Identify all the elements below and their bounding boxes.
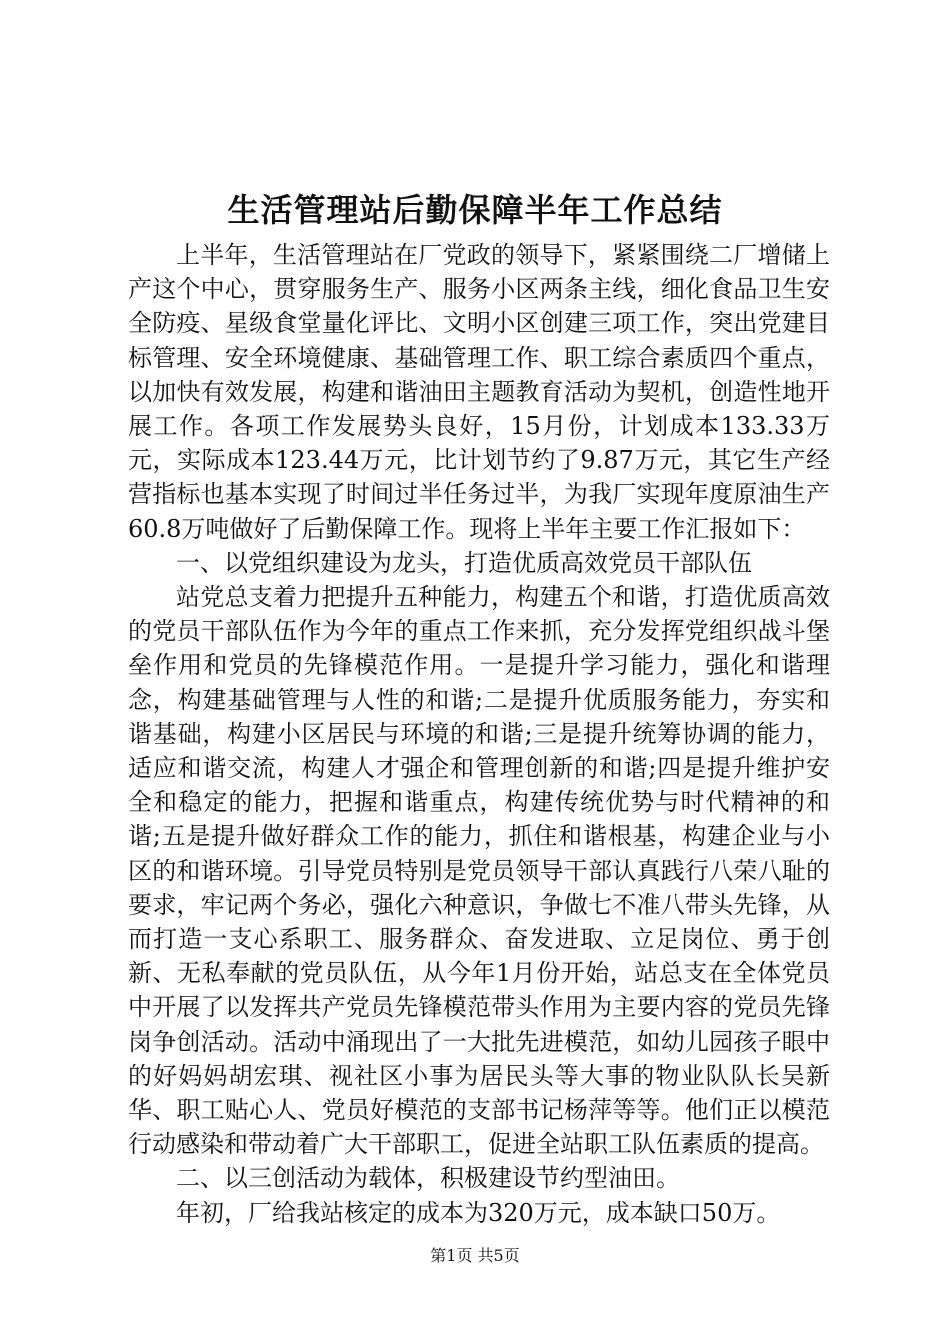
section-heading-1: 一、以党组织建设为龙头，打造优质高效党员干部队伍 bbox=[176, 548, 752, 577]
page-number-footer: 第1页 共5页 bbox=[430, 1246, 520, 1265]
paragraph-section-2: 年初，厂给我站核定的成本为320万元，成本缺口50万。 bbox=[176, 1198, 781, 1227]
document-title: 生活管理站后勤保障半年工作总结 bbox=[227, 191, 723, 229]
paragraph-intro: 上半年，生活管理站在厂党政的领导下，紧紧围绕二厂增储上产这个中心，贯穿服务生产、服务小区两条主线，细化食品卫生安全防疫、星级食堂量化评比、文明小区创建三项工作，突出党建目标管理、安全环境健康、基础管理工作、职工综合素质四个重点，以加快有效发展，构建和谐油田主题教育活动为契机，创造性地开展工作。各项工作发展势头良好，15月份，计划成本133.33万元，实际成本123.44万元，比计划节约了9.87万元，其它生产经营指标也基本实现了时间过半任务过半，为我厂实现年度原油生产60.8万吨做好了后勤保障工作。现将上半年主要工作汇报如下： bbox=[128, 241, 830, 543]
paragraph-section-1: 站党总支着力把提升五种能力，构建五个和谐，打造优质高效的党员干部队伍作为今年的重点工作来抓，充分发挥党组织战斗堡垒作用和党员的先锋模范作用。一是提升学习能力，强化和谐理念，构建基础管理与人性的和谐;二是提升优质服务能力，夯实和谐基础，构建小区居民与环境的和谐;三是提升统筹协调的能力，适应和谐交流，构建人才强企和管理创新的和谐;四是提升维护安全和稳定的能力，把握和谐重点，构建传统优势与时代精神的和谐;五是提升做好群众工作的能力，抓住和谐根基，构建企业与小区的和谐环境。引导党员特别是党员领导干部认真践行八荣八耻的要求，牢记两个务必，强化六种意识，争做七不准八带头先锋，从而打造一支心系职工、服务群众、奋发进取、立足岗位、勇于创新、无私奉献的党员队伍，从今年1月份开始，站总支在全体党员中开展了以发挥共产党员先锋模范带头作用为主要内容的党员先锋岗争创活动。活动中涌现出了一大批先进模范，如幼儿园孩子眼中的好妈妈胡宏琪、视社区小事为居民头等大事的物业队队长吴新华、职工贴心人、党员好模范的支部书记杨萍等等。他们正以模范行动感染和带动着广大干部职工，促进全站职工队伍素质的提高。 bbox=[128, 583, 830, 1159]
document-body bbox=[128, 238, 830, 1230]
section-heading-2: 二、以三创活动为载体，积极建设节约型油田。 bbox=[176, 1164, 680, 1193]
